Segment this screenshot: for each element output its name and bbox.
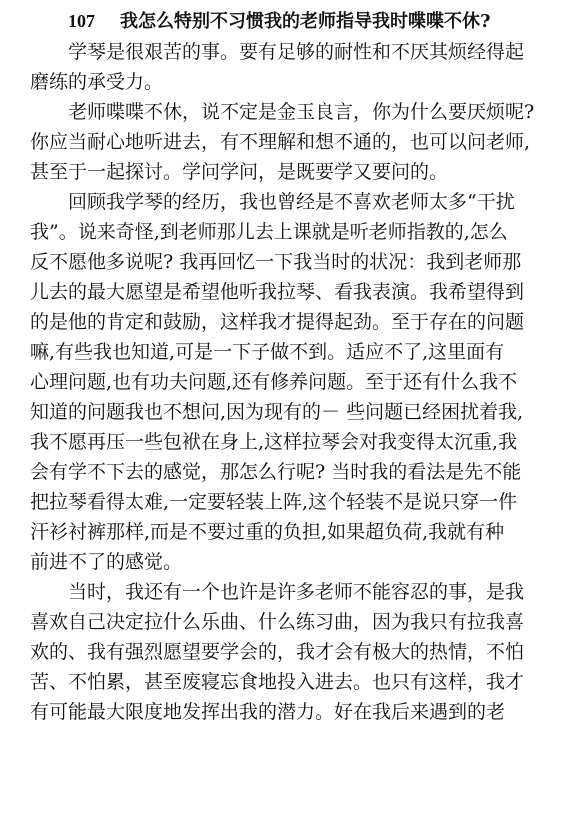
text-line: 欢的、我有强烈愿望要学会的，我才会有极大的热情，不怕: [30, 641, 525, 663]
text-line: 有可能最大限度地发挥出我的潜力。好在我后来遇到的老: [30, 701, 506, 723]
paragraph-1: [30, 37, 548, 97]
text-line: 磨练的承受力。: [30, 71, 164, 93]
text-line: 嘛,有些我也知道,可是一下子做不到。适应不了,这里面有: [30, 341, 505, 363]
section-number: 107: [68, 11, 95, 31]
section-title: 我怎么特别不习惯我的老师指导我时喋喋不休?: [120, 11, 491, 32]
text-line: 老师喋喋不休，说不定是金玉良言，你为什么要厌烦呢?: [68, 101, 535, 123]
text-line: 知道的问题我也不想问,因为现有的－ 些问题已经困扰着我,: [30, 401, 524, 423]
text-line: 的是他的肯定和鼓励，这样我才提得起劲。至于存在的问题: [30, 311, 525, 333]
text-line: 前进不了的感觉。: [30, 551, 183, 573]
text-line: 把拉琴看得太难,一定要轻装上阵,这个轻装不是说只穿一件: [30, 491, 518, 513]
text-line: 我不愿再压一些包袱在身上,这样拉琴会对我变得太沉重,我: [30, 431, 518, 453]
paragraph-4: [30, 577, 548, 727]
text-line: 你应当耐心地听进去，有不理解和想不通的，也可以问老师,: [30, 131, 531, 153]
text-line: 汗衫衬裤那样,而是不要过重的负担,如果超负荷,我就有种: [30, 521, 505, 543]
text-line: 心理问题,也有功夫问题,还有修养问题。至于还有什么我不: [30, 371, 518, 393]
text-line: 会有学不下去的感觉，那怎么行呢? 当时我的看法是先不能: [30, 461, 522, 483]
text-line: 喜欢自己决定拉什么乐曲、什么练习曲，因为我只有拉我喜: [30, 611, 525, 633]
text-line: 反不愿他多说呢? 我再回忆一下我当时的状况：我到老师那: [30, 251, 522, 273]
text-line: 苦、不怕累，甚至废寝忘食地投入进去。也只有这样，我才: [30, 671, 525, 693]
text-line: 当时，我还有一个也许是许多老师不能容忍的事，是我: [68, 581, 525, 603]
text-line: 我”。说来奇怪,到老师那儿去上课就是听老师指教的,怎么: [30, 221, 508, 243]
text-line: 甚至于一起探讨。学问学问，是既要学又要问的。: [30, 161, 449, 183]
paragraph-3: [30, 187, 548, 577]
section-heading: [30, 6, 548, 37]
text-line: 学琴是很艰苦的事。要有足够的耐性和不厌其烦经得起: [68, 41, 525, 63]
paragraph-2: [30, 97, 548, 187]
text-line: 回顾我学琴的经历，我也曾经是不喜欢老师太多“干扰: [68, 191, 515, 213]
text-line: 儿去的最大愿望是希望他听我拉琴、看我表演。我希望得到: [30, 281, 525, 303]
